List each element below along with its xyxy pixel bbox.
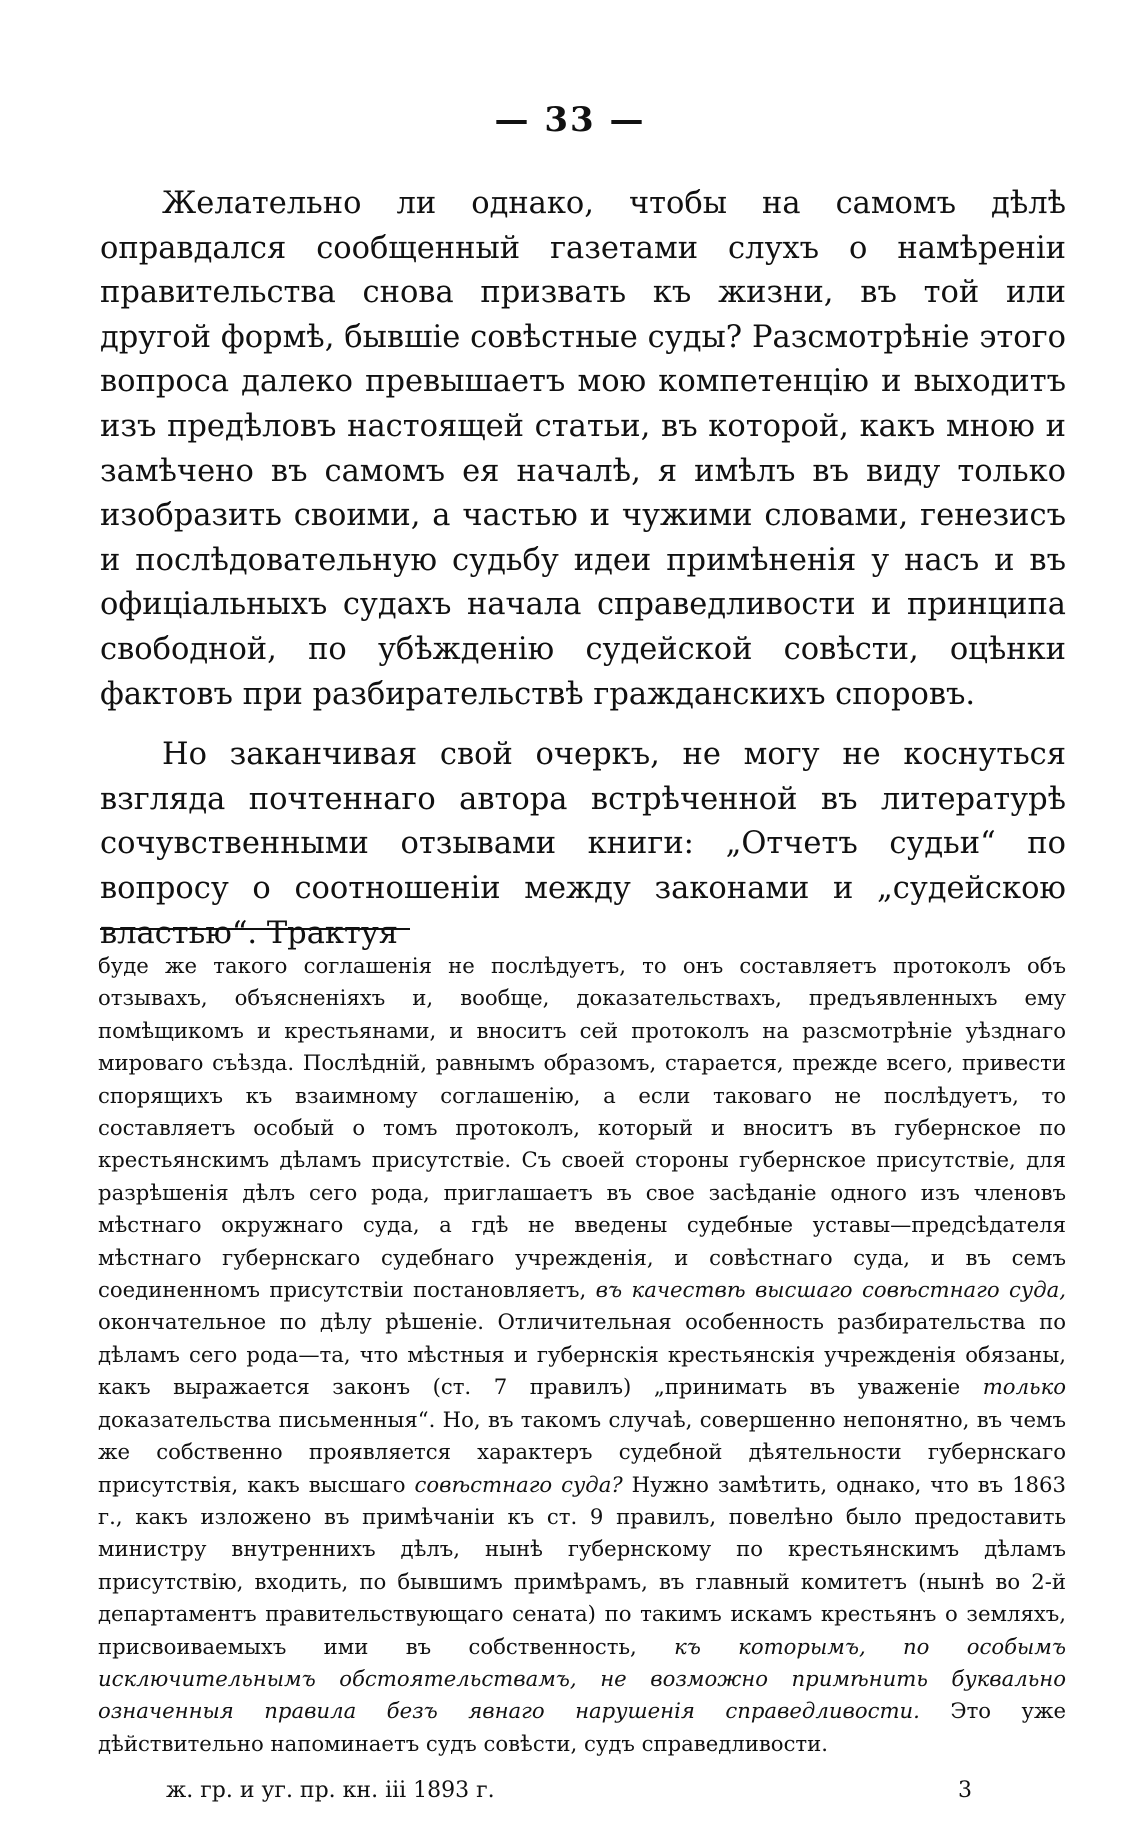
footnote-segment: доказательства письменныя“. Но, въ такомъ случаѣ, совершенно непонятно, въ чемъ же собственно проявляется характеръ судебной дѣятельности губернскаго присутствія, какъ высшаго — [98, 1406, 1066, 1497]
footnote-segment: буде же такого соглашенія не послѣдуетъ, то онъ составляетъ протоколъ объ отзывахъ, объясненіяхъ и, вообще, доказательствахъ, предъявленныхъ ему помѣщикомъ и крестьянами, и вноситъ сей протоколъ на разсмотрѣніе уѣзднаго мироваго съѣзда. Послѣдній, равнымъ образомъ, старается, прежде всего, привести спорящихъ къ взаимному соглашенію, а если таковаго не послѣдуетъ, то составляетъ особый о томъ протоколъ, который и вноситъ въ губернское по крестьянскимъ дѣламъ присутствіе. Съ своей стороны губернское присутствіе, для разрѣшенія дѣлъ сего рода, приглашаетъ въ свое засѣданіе одного изъ членовъ мѣстнаго окружнаго суда, а гдѣ не введены судебные уставы—предсѣдателя мѣстнаго губернскаго судебнаго учрежденія, и совѣстнаго суда, и въ семъ соединенномъ присутствіи постановляетъ, — [98, 953, 1066, 1303]
paragraph-1: Желательно ли однако, чтобы на самомъ дѣлѣ оправдался сообщенный газетами слухъ о намѣреніи правительства снова призвать къ жизни, въ той или другой формѣ, бывшіе совѣстные суды? Разсмотрѣніе этого вопроса далеко превышаетъ мою компетенцію и выходитъ изъ предѣловъ настоящей статьи, въ которой, какъ мною и замѣчено въ самомъ ея началѣ, я имѣлъ въ виду только изобразить своими, а частью и чужими словами, генезисъ и послѣдовательную судьбу идеи примѣненія у насъ и въ офиціальныхъ судахъ начала справедливости и принципа свободной, по убѣжденію судейской совѣсти, оцѣнки фактовъ при разбирательствѣ гражданскихъ споровъ. — [100, 186, 1066, 712]
page-number: — 33 — — [494, 100, 646, 140]
footnote-segment: Нужно замѣтить, однако, что въ 1863 г., какъ изложено въ примѣчаніи къ ст. 9 правилъ, повелѣно было предоставить министру внутреннихъ дѣлъ, нынѣ губернскому по крестьянскимъ дѣламъ присутствію, входить, по бывшимъ примѣрамъ, въ главный комитетъ (нынѣ во 2-й департаментъ правительствующаго сената) по такимъ искамъ крестьянъ о земляхъ, присвоиваемыхъ ими въ собственность, — [98, 1471, 1066, 1659]
signature-line: ж. гр. и уг. пр. кн. ііі 1893 г. — [166, 1778, 495, 1803]
footnote-divider — [100, 928, 410, 930]
footnote-italic-segment: въ качествѣ высшаго совѣстнаго суда, — [595, 1277, 1066, 1303]
footnote-italic-segment: только — [982, 1374, 1066, 1400]
main-text — [100, 182, 1066, 956]
footnote — [98, 950, 1066, 1760]
footnote-italic-segment: къ которымъ, по особымъ исключительнымъ обстоятельствамъ, не возможно примѣнить буквально означенныя правила безъ явнаго нарушенія справедливости. — [98, 1633, 1066, 1724]
paragraph-2: Но заканчивая свой очеркъ, не могу не коснуться взгляда почтеннаго автора встрѣченной въ литературѣ сочувственными отзывами книги: „Отчетъ судьи“ по вопросу о соотношеніи между законами и „судейскою властью“. Трактуя — [100, 737, 1066, 951]
footnote-text — [98, 950, 1066, 1760]
footnote-segment: окончательное по дѣлу рѣшеніе. Отличительная особенность разбирательства по дѣламъ сего рода—та, что мѣстныя и губернскія крестьянскія учрежденія обязаны, какъ выражается законъ (ст. 7 правилъ) „принимать въ уваженіе — [98, 1309, 1066, 1400]
footnote-italic-segment: совѣстнаго суда? — [414, 1471, 623, 1497]
footnote-segment: Это уже дѣйствительно напоминаетъ судъ совѣсти, судъ справедливости. — [98, 1698, 1066, 1756]
sheet-number: 3 — [958, 1778, 972, 1803]
